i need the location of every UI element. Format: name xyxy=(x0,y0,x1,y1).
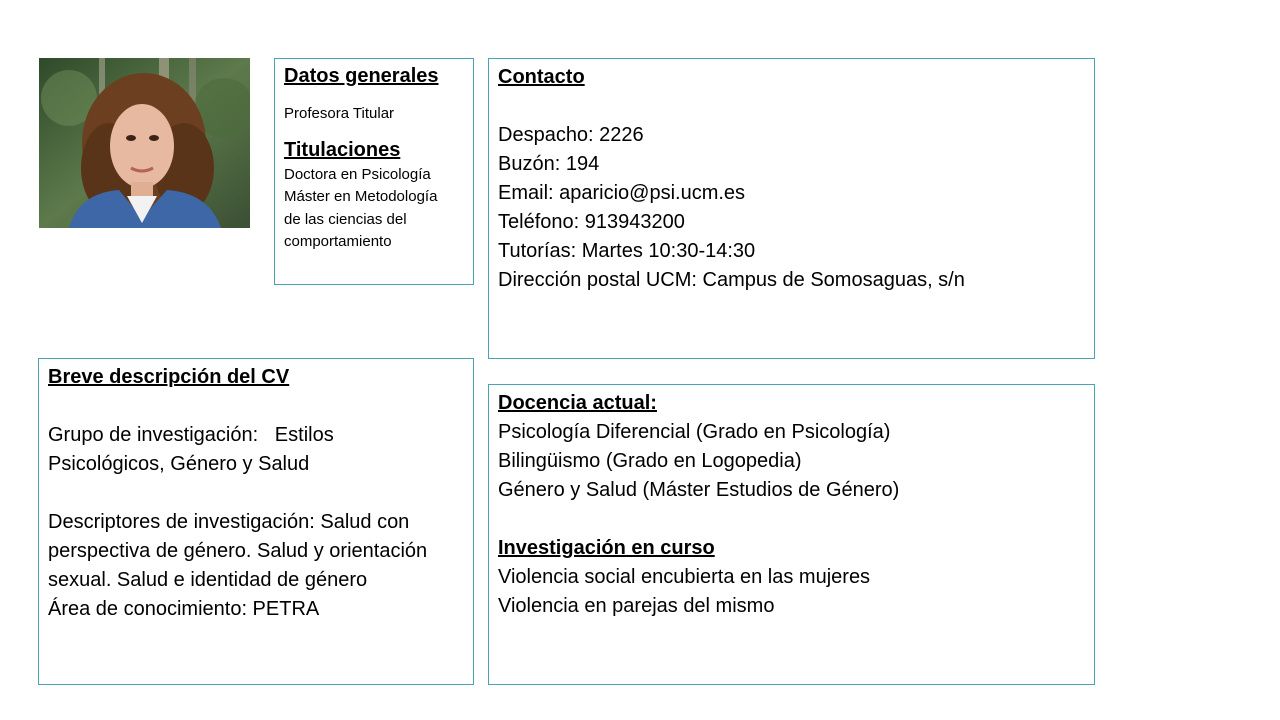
tutoring-line: Tutorías: Martes 10:30-14:30 xyxy=(498,240,756,262)
degree-line: comportamiento xyxy=(284,233,392,250)
degrees-heading: Titulaciones xyxy=(284,138,401,161)
course-line: Género y Salud (Máster Estudios de Género) xyxy=(498,479,900,501)
research-group-line: Grupo de investigación: Estilos xyxy=(48,424,334,446)
portrait-image xyxy=(39,58,250,228)
cv-summary-box xyxy=(38,358,474,685)
degree-line: de las ciencias del xyxy=(284,210,407,228)
research-heading: Investigación en curso xyxy=(498,537,715,559)
descriptor-line: sexual. Salud e identidad de género xyxy=(48,569,368,591)
descriptor-line: perspectiva de género. Salud y orientación xyxy=(48,540,428,562)
contact-heading: Contacto xyxy=(498,66,585,88)
email-line: Email: aparicio@psi.ucm.es xyxy=(498,182,746,204)
knowledge-area-line: Área de conocimiento: PETRA xyxy=(48,598,320,620)
mailbox-line: Buzón: 194 xyxy=(498,153,600,175)
course-line: Psicología Diferencial (Grado en Psicología) xyxy=(498,421,891,443)
profile-photo xyxy=(39,58,250,228)
research-line: Violencia social encubierta en las mujeres xyxy=(498,566,871,588)
office-line: Despacho: 2226 xyxy=(498,124,644,146)
teaching-heading: Docencia actual: xyxy=(498,392,657,414)
postal-address-line: Dirección postal UCM: Campus de Somosaguas, s/n xyxy=(498,269,965,291)
contact-box xyxy=(488,58,1095,359)
general-info-box xyxy=(274,58,474,285)
cv-heading: Breve descripción del CV xyxy=(48,366,290,388)
course-line: Bilingüismo (Grado en Logopedia) xyxy=(498,450,802,472)
teaching-box xyxy=(488,384,1095,685)
degree-line: Doctora en Psicología xyxy=(284,165,431,183)
research-line: Violencia en parejas del mismo xyxy=(498,595,775,617)
phone-line: Teléfono: 913943200 xyxy=(498,211,685,233)
degree-line: Máster en Metodología xyxy=(284,188,438,205)
research-group-line: Psicológicos, Género y Salud xyxy=(48,453,310,475)
position-text: Profesora Titular xyxy=(284,105,395,122)
descriptor-line: Descriptores de investigación: Salud con xyxy=(48,511,410,533)
general-heading: Datos generales xyxy=(284,65,439,87)
